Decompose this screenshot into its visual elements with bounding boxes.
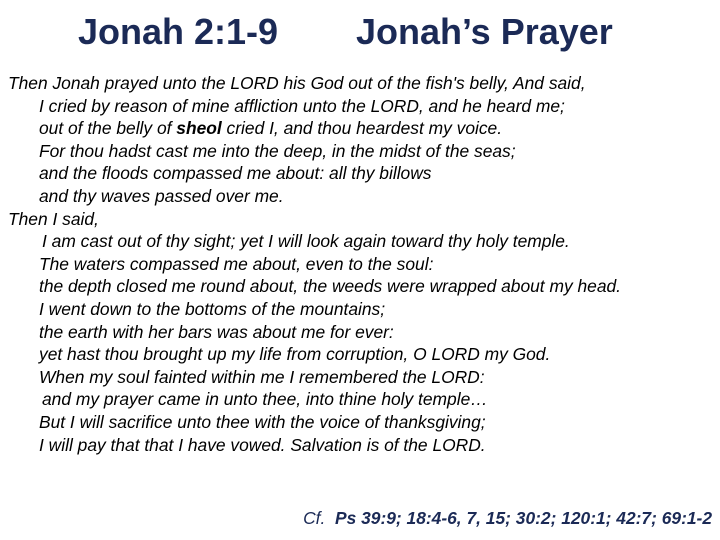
passage-line: I cried by reason of mine affliction unto the LORD, and he heard me; xyxy=(39,95,565,116)
cross-reference-citation xyxy=(303,507,712,529)
passage-text xyxy=(0,72,720,456)
passage-line-text: cried I, and thou heardest my voice. xyxy=(221,118,503,139)
passage-line: When my soul fainted within me I remembered the LORD: xyxy=(39,366,485,387)
citation-prefix: Cf. xyxy=(303,508,326,528)
passage-line: and the floods compassed me about: all thy billows xyxy=(39,163,432,184)
passage-line: I am cast out of thy sight; yet I will look again toward thy holy temple. xyxy=(42,231,570,252)
page-title: Jonah’s Prayer xyxy=(356,11,613,52)
passage-line: I went down to the bottoms of the mountains; xyxy=(39,298,386,319)
passage-line-text: out of the belly of xyxy=(39,118,177,139)
passage-line: the earth with her bars was about me for ever: xyxy=(39,321,394,342)
passage-line: yet hast thou brought up my life from corruption, O LORD my God. xyxy=(39,344,551,365)
passage-line: the depth closed me round about, the weeds were wrapped about my head. xyxy=(39,276,622,297)
passage-line: and thy waves passed over me. xyxy=(39,185,284,206)
passage-line: I will pay that that I have vowed. Salvation is of the LORD. xyxy=(39,434,486,455)
passage-line: But I will sacrifice unto thee with the voice of thanksgiving; xyxy=(39,411,486,432)
passage-transition-line: Then I said, xyxy=(8,208,99,229)
passage-intro-line: Then Jonah prayed unto the LORD his God out of the fish's belly, And said, xyxy=(8,73,586,93)
passage-line: The waters compassed me about, even to the soul: xyxy=(39,253,434,274)
citation-references: Ps 39:9; 18:4-6, 7, 15; 30:2; 120:1; 42:7; 69:1-2 xyxy=(335,508,712,528)
sheol-emphasis: sheol xyxy=(176,118,222,139)
passage-line: and my prayer came in unto thee, into thine holy temple… xyxy=(42,389,488,410)
scripture-reference-title: Jonah 2:1-9 xyxy=(78,11,279,52)
passage-line xyxy=(0,117,720,140)
passage-line: For thou hadst cast me into the deep, in the midst of the seas; xyxy=(39,140,516,161)
